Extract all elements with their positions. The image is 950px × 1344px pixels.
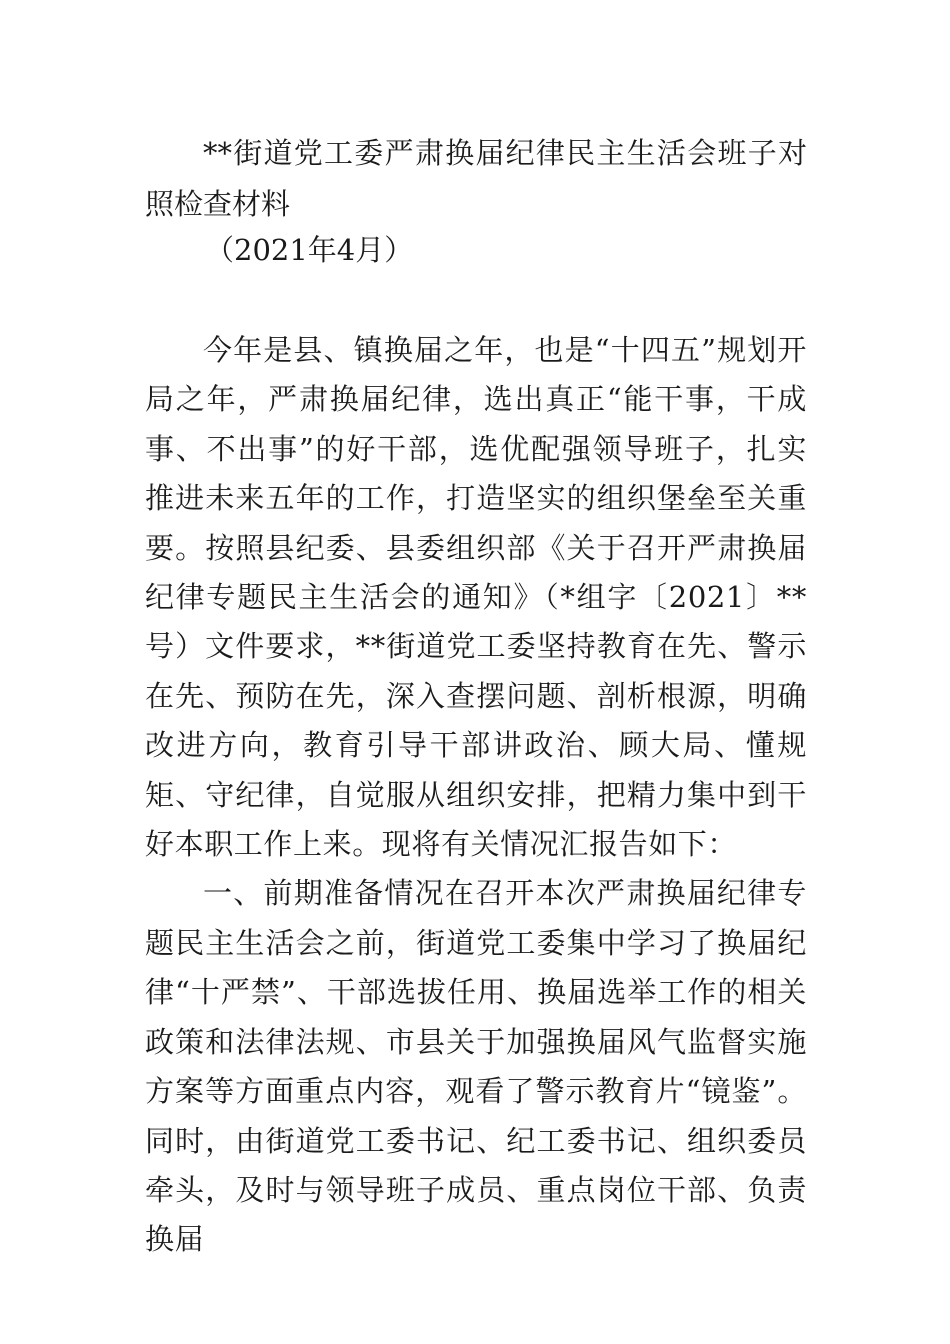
body-paragraph-section-1: 一、前期准备情况在召开本次严肃换届纪律专题民主生活会之前，街道党工委集中学习了换届纪律“十严禁”、干部选拔任用、换届选举工作的相关政策和法律法规、市县关于加强换届风气监督实施方案等方面重点内容，观看了警示教育片“镜鉴”。同时，由街道党工委书记、纪工委书记、组织委员牵头，及时与领导班子成员、重点岗位干部、负责换届 bbox=[145, 876, 807, 1257]
document-date: （2021年4月） bbox=[205, 233, 414, 267]
body-paragraph-intro: 今年是县、镇换届之年，也是“十四五”规划开局之年，严肃换届纪律，选出真正“能干事，干成事、不出事”的好干部，选优配强领导班子，扎实推进未来五年的工作，打造坚实的组织堡垒至关重要。按照县纪委、县委组织部《关于召开严肃换届纪律专题民主生活会的通知》（*组字〔2021〕**号）文件要求，**街道党工委坚持教育在先、警示在先、预防在先，深入查摆问题、剖析根源，明确改进方向，教育引导干部讲政治、顾大局、懂规矩、守纪律，自觉服从组织安排，把精力集中到干好本职工作上来。现将有关情况汇报告如下： bbox=[145, 333, 807, 862]
document-title: **街道党工委严肃换届纪律民主生活会班子对照检查材料 bbox=[145, 136, 807, 221]
document-body bbox=[145, 326, 807, 1265]
